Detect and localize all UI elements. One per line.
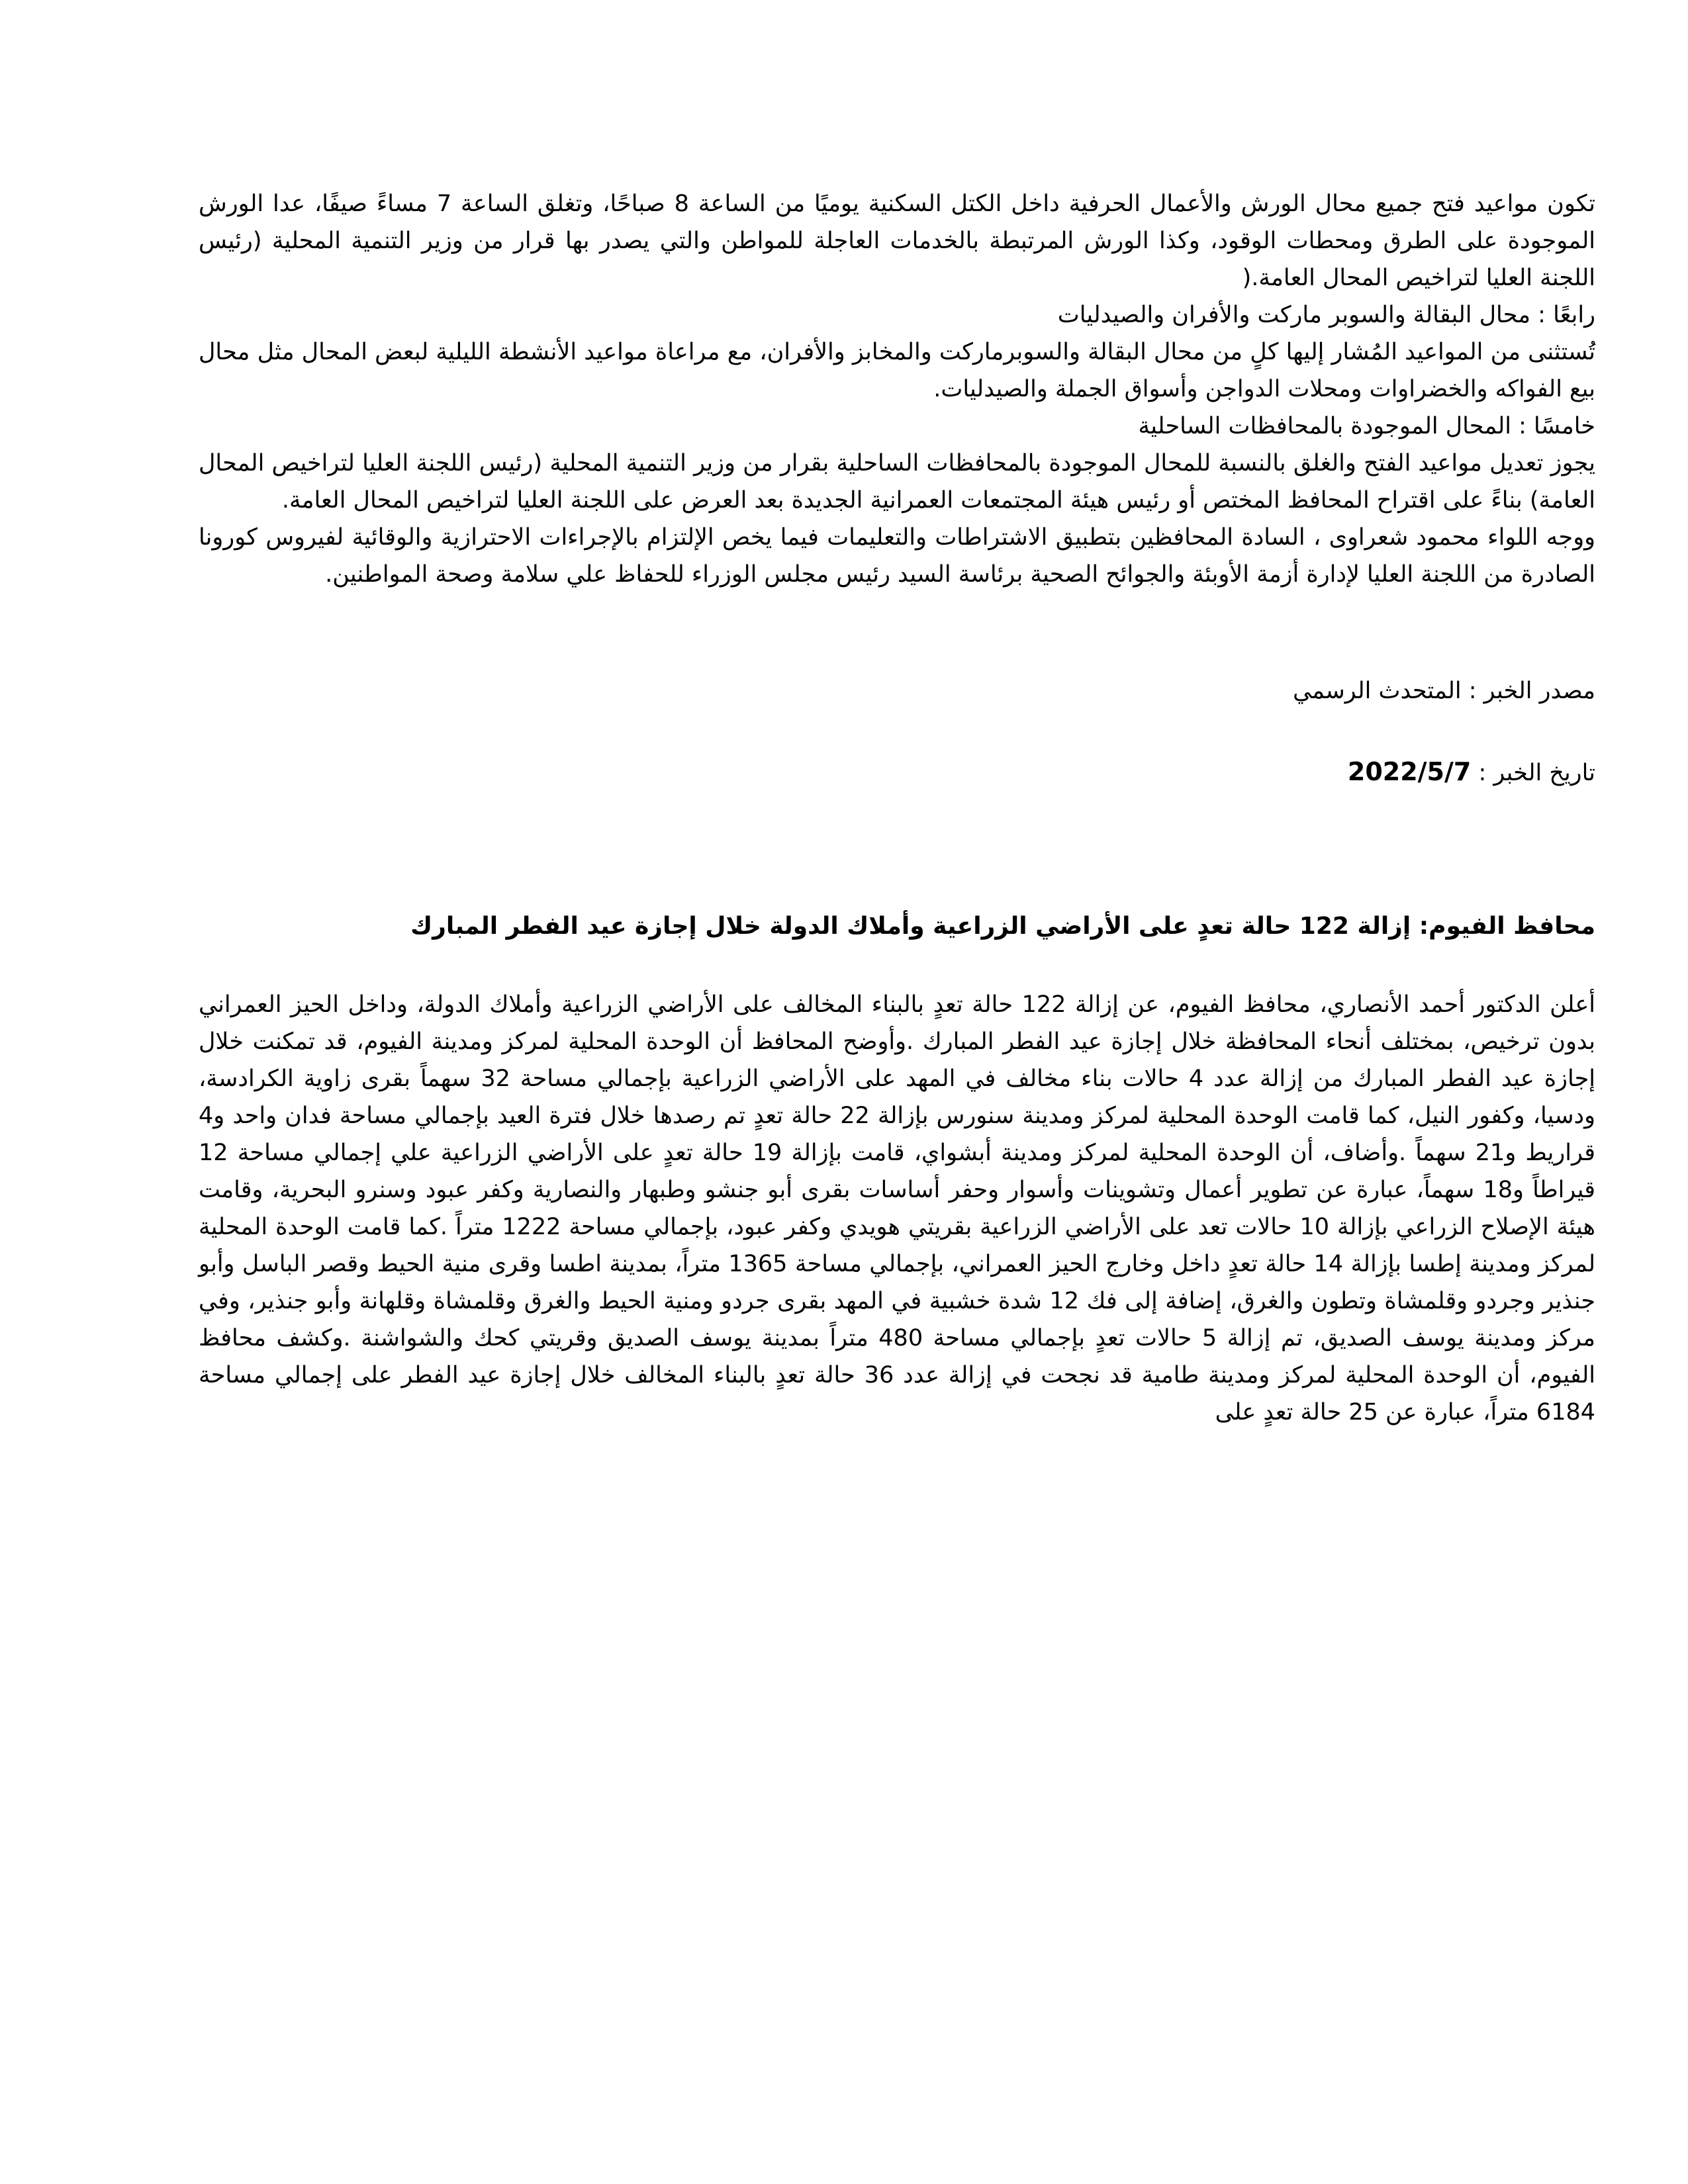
news-date-label: تاريخ الخبر : <box>1478 760 1595 786</box>
document-page <box>199 185 1595 1431</box>
news-date <box>199 753 1595 792</box>
paragraph-grocery-exception: تُستثنى من المواعيد المُشار إليها كلٍ من محال البقالة والسوبرماركت والمخابز والأفران، مع مراعاة مواعيد الأنشطة الليلية لبعض المحال مثل محال بيع الفواكه والخضراوات ومحلات الدواجن وأسواق الجملة والصيدليات. <box>199 339 1595 402</box>
section-heading-grocery: رابعًا : محال البقالة والسوبر ماركت والأفران والصيدليات <box>1057 302 1595 328</box>
article-body: أعلن الدكتور أحمد الأنصاري، محافظ الفيوم، عن إزالة 122 حالة تعدٍ بالبناء المخالف على الأراضي الزراعية وأملاك الدولة، وداخل الحيز العمراني بدون ترخيص، بمختلف أنحاء المحافظة خلال إجازة عيد الفطر المبارك .وأوضح المحافظ أن الوحدة المحلية لمركز ومدينة الفيوم، قد تمكنت خلال إجازة عيد الفطر المبارك من إزالة عدد 4 حالات بناء مخالف في المهد على الأراضي الزراعية بإجمالي مساحة 32 سهماً بقرى زاوية الكرادسة، ودسيا، وكفور النيل، كما قامت الوحدة المحلية لمركز ومدينة سنورس بإزالة 22 حالة تعدٍ تم رصدها خلال فترة العيد بإجمالي مساحة فدان واحد و4 قراريط و21 سهماً .وأضاف، أن الوحدة المحلية لمركز ومدينة أبشواي، قامت بإزالة 19 حالة تعدٍ على الأراضي الزراعية علي إجمالي مساحة 12 قيراطاً و18 سهماً، عبارة عن تطوير أعمال وتشوينات وأسوار وحفر أساسات بقرى أبو جنشو وطبهار والنصارية وكفر عبود وسنرو البحرية، وقامت هيئة الإصلاح الزراعي بإزالة 10 حالات تعد على الأراضي الزراعية بقريتي هويدي وكفر عبود، بإجمالي مساحة 1222 متراً .كما قامت الوحدة المحلية لمركز ومدينة إطسا بإزالة 14 حالة تعدٍ داخل وخارج الحيز العمراني، بإجمالي مساحة 1365 متراً، بمدينة اطسا وقرى منية الحيط وقصر الباسل وأبو جنذير وجردو وقلمشاة وتطون والغرق، إضافة إلى فك 12 شدة خشبية في المهد بقرى جردو ومنية الحيط والغرق وقلمشاة وقلهانة وأبو جنذير، وفي مركز ومدينة يوسف الصديق، تم إزالة 5 حالات تعدٍ بإجمالي مساحة 480 متراً بمدينة يوسف الصديق وقريتي كحك والشواشنة .وكشف محافظ الفيوم، أن الوحدة المحلية لمركز ومدينة طامية قد نجحت في إزالة عدد 36 حالة تعدٍ بالبناء المخالف خلال إجازة عيد الفطر على إجمالي مساحة 6184 متراً، عبارة عن 25 حالة تعدٍ على <box>199 991 1596 1426</box>
news-date-value: 2022/5/7 <box>1347 757 1472 786</box>
paragraph-minister-directive: ووجه اللواء محمود شعراوى ، السادة المحافظين بتطبيق الاشتراطات والتعليمات فيما يخص الإلتزام بالإجراءات الاحترازية والوقائية لفيروس كورونا الصادرة من اللجنة العليا لإدارة أزمة الأوبئة والجوائح الصحية برئاسة السيد رئيس مجلس الوزراء للحفاظ علي سلامة وصحة المواطنين. <box>199 524 1595 588</box>
paragraph-workshop-hours: تكون مواعيد فتح جميع محال الورش والأعمال الحرفية داخل الكتل السكنية يوميًا من الساعة 8 صباحًا، وتغلق الساعة 7 مساءً صيفًا، عدا الورش الموجودة على الطرق ومحطات الوقود، وكذا الورش المرتبطة بالخدمات العاجلة للمواطن والتي يصدر بها قرار من وزير التنمية المحلية (رئيس اللجنة العليا لتراخيص المحال العامة.( <box>199 191 1595 291</box>
article-headline: محافظ الفيوم: إزالة 122 حالة تعدٍ على الأراضي الزراعية وأملاك الدولة خلال إجازة عيد الفطر المبارك <box>410 913 1595 940</box>
news-source: مصدر الخبر : المتحدث الرسمي <box>1292 678 1595 704</box>
paragraph-coastal-hours: يجوز تعديل مواعيد الفتح والغلق بالنسبة للمحال الموجودة بالمحافظات الساحلية بقرار من وزير التنمية المحلية (رئيس اللجنة العليا لتراخيص المحال العامة) بناءً على اقتراح المحافظ المختص أو رئيس هيئة المجتمعات العمرانية الجديدة بعد العرض على اللجنة العليا لتراخيص المحال العامة. <box>199 450 1595 514</box>
section-heading-coastal: خامسًا : المحال الموجودة بالمحافظات الساحلية <box>1138 413 1595 439</box>
